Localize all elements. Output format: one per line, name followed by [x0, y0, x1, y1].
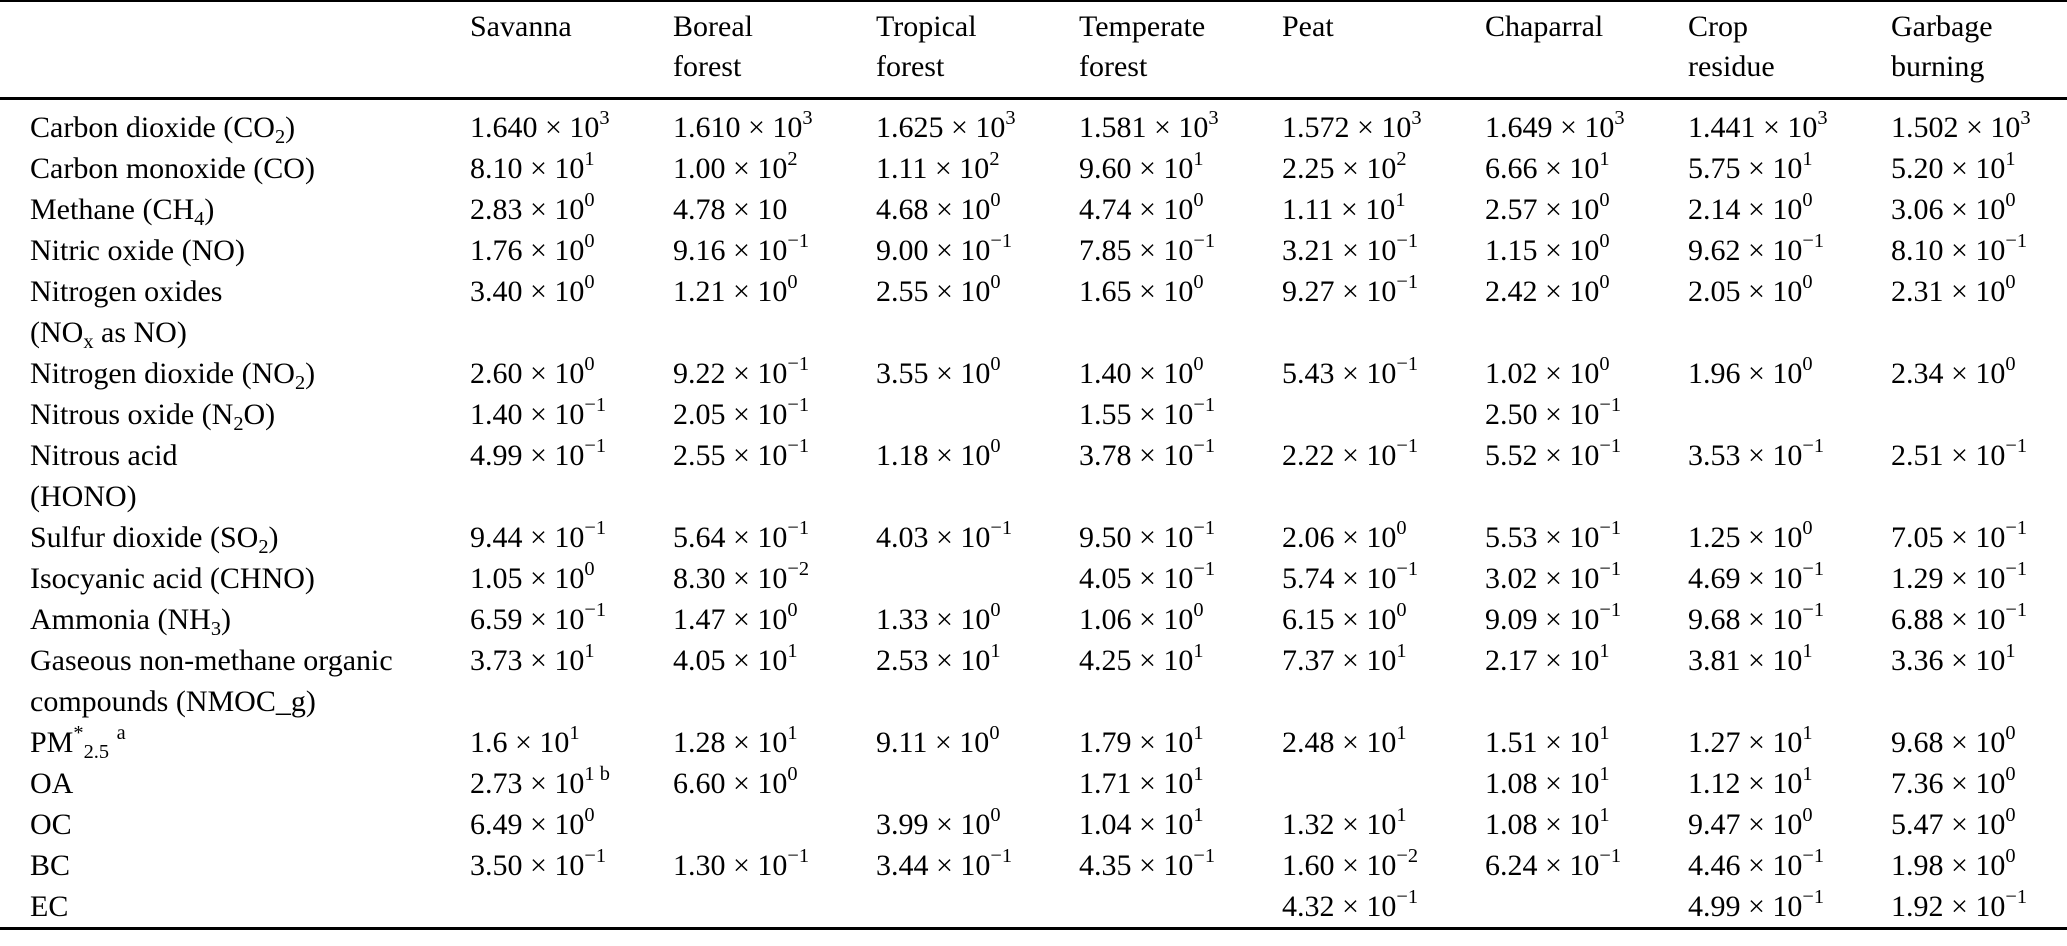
species-label: $PM^*_{2.5}$ $^a$ — [30, 722, 126, 763]
value-cell: 4.78 × 10 — [673, 193, 788, 226]
value-cell: $1.649 \times 10^3$ — [1485, 107, 1625, 144]
value-cell: $1.92 \times 10^{-1}$ — [1891, 886, 2028, 923]
value-cell — [1282, 394, 1485, 435]
value-cell: $1.76 \times 10^0$ — [470, 230, 595, 267]
species-label: Nitrous oxide $(N_2O)$ — [30, 398, 276, 435]
value-cell: $5.52 \times 10^{-1}$ — [1485, 435, 1622, 472]
value-cell: $2.17 \times 10^1$ — [1485, 640, 1610, 677]
table-row — [0, 230, 2067, 271]
value-cell: $2.14 \times 10^0$ — [1688, 189, 1813, 226]
value-cell — [1485, 886, 1688, 929]
value-cell: $1.40 \times 10^{-1}$ — [470, 394, 607, 431]
value-cell: $7.37 \times 10^1$ — [1282, 640, 1407, 677]
value-cell: $1.65 \times 10^0$ — [1079, 271, 1204, 308]
species-label: Carbon dioxide $(CO_2)$ — [30, 111, 296, 148]
value-cell: $1.40 \times 10^0$ — [1079, 353, 1204, 390]
value-cell: $4.74 \times 10^0$ — [1079, 189, 1204, 226]
value-cell: $6.59 \times 10^{-1}$ — [470, 599, 607, 636]
value-cell: $5.43 \times 10^{-1}$ — [1282, 353, 1419, 390]
value-cell — [1282, 763, 1485, 804]
value-cell: $6.24 \times 10^{-1}$ — [1485, 845, 1622, 882]
column-header: Crop residue — [1688, 1, 1891, 99]
value-cell — [1688, 394, 1891, 435]
value-cell: $1.640 \times 10^3$ — [470, 107, 610, 144]
value-cell: $3.36 \times 10^1$ — [1891, 640, 2016, 677]
value-cell: $1.6 \times 10^1$ — [470, 722, 580, 759]
table-row — [0, 435, 2067, 517]
value-cell: $3.44 \times 10^{-1}$ — [876, 845, 1013, 882]
value-cell: $9.09 \times 10^{-1}$ — [1485, 599, 1622, 636]
table-row — [0, 517, 2067, 558]
value-cell: $2.31 \times 10^0$ — [1891, 271, 2016, 308]
value-cell: $5.74 \times 10^{-1}$ — [1282, 558, 1419, 595]
species-label: Nitrogen oxides ($NO_x$ as NO) — [30, 275, 223, 353]
value-cell: $1.29 \times 10^{-1}$ — [1891, 558, 2028, 595]
table-row — [0, 394, 2067, 435]
value-cell: $9.62 \times 10^{-1}$ — [1688, 230, 1825, 267]
value-cell: $1.25 \times 10^0$ — [1688, 517, 1813, 554]
value-cell: $1.55 \times 10^{-1}$ — [1079, 394, 1216, 431]
species-label: OA — [30, 767, 74, 800]
value-cell: $4.25 \times 10^1$ — [1079, 640, 1204, 677]
value-cell: $2.53 \times 10^1$ — [876, 640, 1001, 677]
column-header: Boreal forest — [673, 1, 876, 99]
value-cell: $7.36 \times 10^0$ — [1891, 763, 2016, 800]
value-cell: $2.05 \times 10^0$ — [1688, 271, 1813, 308]
value-cell: $9.47 \times 10^0$ — [1688, 804, 1813, 841]
value-cell: $1.04 \times 10^1$ — [1079, 804, 1204, 841]
table-header — [0, 1, 2067, 99]
table-row — [0, 763, 2067, 804]
value-cell: $1.610 \times 10^3$ — [673, 107, 813, 144]
value-cell: $3.53 \times 10^{-1}$ — [1688, 435, 1825, 472]
species-label: Isocyanic acid (CHNO) — [30, 562, 315, 595]
value-cell: $1.60 \times 10^{-2}$ — [1282, 845, 1419, 882]
column-header: Tropical forest — [876, 1, 1079, 99]
value-cell: $4.68 \times 10^0$ — [876, 189, 1001, 226]
value-cell: $3.99 \times 10^0$ — [876, 804, 1001, 841]
value-cell: $6.15 \times 10^0$ — [1282, 599, 1407, 636]
value-cell: $1.572 \times 10^3$ — [1282, 107, 1422, 144]
value-cell: $3.21 \times 10^{-1}$ — [1282, 230, 1419, 267]
value-cell: $6.66 \times 10^1$ — [1485, 148, 1610, 185]
species-label: BC — [30, 849, 71, 882]
value-cell: $4.03 \times 10^{-1}$ — [876, 517, 1013, 554]
species-label: Methane $(CH_4)$ — [30, 193, 215, 230]
value-cell: $7.05 \times 10^{-1}$ — [1891, 517, 2028, 554]
value-cell: $9.50 \times 10^{-1}$ — [1079, 517, 1216, 554]
value-cell: $3.06 \times 10^0$ — [1891, 189, 2016, 226]
value-cell: $1.08 \times 10^1$ — [1485, 804, 1610, 841]
header-row — [0, 1, 2067, 99]
value-cell: $1.27 \times 10^1$ — [1688, 722, 1813, 759]
value-cell: $8.10 \times 10^1$ — [470, 148, 595, 185]
table-row — [0, 558, 2067, 599]
column-header: Temperate forest — [1079, 1, 1282, 99]
value-cell: $1.08 \times 10^1$ — [1485, 763, 1610, 800]
value-cell: $8.30 \times 10^{-2}$ — [673, 558, 810, 595]
value-cell: $6.49 \times 10^0$ — [470, 804, 595, 841]
value-cell: $4.99 \times 10^{-1}$ — [470, 435, 607, 472]
value-cell: $3.78 \times 10^{-1}$ — [1079, 435, 1216, 472]
species-label: OC — [30, 808, 72, 841]
table-body — [0, 99, 2067, 929]
column-header: Chaparral — [1485, 1, 1688, 99]
value-cell: $1.06 \times 10^0$ — [1079, 599, 1204, 636]
value-cell: $5.20 \times 10^1$ — [1891, 148, 2016, 185]
value-cell: $1.11 \times 10^1$ — [1282, 189, 1406, 226]
value-cell: $8.10 \times 10^{-1}$ — [1891, 230, 2028, 267]
value-cell: $2.42 \times 10^0$ — [1485, 271, 1610, 308]
value-cell: $1.79 \times 10^1$ — [1079, 722, 1204, 759]
value-cell: $1.51 \times 10^1$ — [1485, 722, 1610, 759]
value-cell — [1079, 886, 1282, 929]
value-cell: $4.32 \times 10^{-1}$ — [1282, 886, 1419, 923]
value-cell: $3.73 \times 10^1$ — [470, 640, 595, 677]
value-cell: $9.16 \times 10^{-1}$ — [673, 230, 810, 267]
value-cell: $6.60 \times 10^0$ — [673, 763, 798, 800]
value-cell: $1.47 \times 10^0$ — [673, 599, 798, 636]
value-cell: $5.64 \times 10^{-1}$ — [673, 517, 810, 554]
table-row — [0, 722, 2067, 763]
value-cell: $1.18 \times 10^0$ — [876, 435, 1001, 472]
value-cell: $2.55 \times 10^0$ — [876, 271, 1001, 308]
value-cell: $2.60 \times 10^0$ — [470, 353, 595, 390]
value-cell: $3.81 \times 10^1$ — [1688, 640, 1813, 677]
value-cell: $4.69 \times 10^{-1}$ — [1688, 558, 1825, 595]
species-label: Ammonia $(NH_3)$ — [30, 603, 232, 640]
column-header: Garbage burning — [1891, 1, 2067, 99]
value-cell: $3.50 \times 10^{-1}$ — [470, 845, 607, 882]
value-cell — [876, 886, 1079, 929]
value-cell: $9.11 \times 10^0$ — [876, 722, 1000, 759]
value-cell: $1.05 \times 10^0$ — [470, 558, 595, 595]
value-cell: $9.68 \times 10^{-1}$ — [1688, 599, 1825, 636]
corner-cell — [0, 1, 470, 99]
table-row — [0, 148, 2067, 189]
value-cell: $1.96 \times 10^0$ — [1688, 353, 1813, 390]
species-label: Nitric oxide (NO) — [30, 234, 245, 267]
value-cell: $2.34 \times 10^0$ — [1891, 353, 2016, 390]
value-cell: $3.55 \times 10^0$ — [876, 353, 1001, 390]
value-cell: $1.71 \times 10^1$ — [1079, 763, 1204, 800]
value-cell: $1.12 \times 10^1$ — [1688, 763, 1813, 800]
value-cell: $5.53 \times 10^{-1}$ — [1485, 517, 1622, 554]
value-cell — [470, 886, 673, 929]
value-cell: $6.88 \times 10^{-1}$ — [1891, 599, 2028, 636]
value-cell: $2.55 \times 10^{-1}$ — [673, 435, 810, 472]
value-cell: $2.51 \times 10^{-1}$ — [1891, 435, 2028, 472]
value-cell: $1.502 \times 10^3$ — [1891, 107, 2031, 144]
value-cell: $2.73 \times 10^{1 b}$ — [470, 763, 610, 800]
value-cell: $4.05 \times 10^1$ — [673, 640, 798, 677]
value-cell: $2.22 \times 10^{-1}$ — [1282, 435, 1419, 472]
value-cell: $4.46 \times 10^{-1}$ — [1688, 845, 1825, 882]
value-cell: $9.27 \times 10^{-1}$ — [1282, 271, 1419, 308]
table-row — [0, 271, 2067, 353]
species-label: Sulfur dioxide $(SO_2)$ — [30, 521, 279, 558]
species-label: EC — [30, 890, 69, 923]
value-cell: $1.28 \times 10^1$ — [673, 722, 798, 759]
table-row — [0, 640, 2067, 722]
value-cell: $4.99 \times 10^{-1}$ — [1688, 886, 1825, 923]
column-header: Peat — [1282, 1, 1485, 99]
value-cell — [876, 763, 1079, 804]
value-cell: $1.98 \times 10^0$ — [1891, 845, 2016, 882]
value-cell: $1.30 \times 10^{-1}$ — [673, 845, 810, 882]
value-cell: $1.581 \times 10^3$ — [1079, 107, 1219, 144]
value-cell: $1.32 \times 10^1$ — [1282, 804, 1407, 841]
species-label: Carbon monoxide (CO) — [30, 152, 315, 185]
column-header: Savanna — [470, 1, 673, 99]
value-cell: $1.02 \times 10^0$ — [1485, 353, 1610, 390]
value-cell: $1.33 \times 10^0$ — [876, 599, 1001, 636]
value-cell: $9.60 \times 10^1$ — [1079, 148, 1204, 185]
value-cell: $1.625 \times 10^3$ — [876, 107, 1016, 144]
table-row — [0, 599, 2067, 640]
value-cell: $2.25 \times 10^2$ — [1282, 148, 1407, 185]
value-cell — [673, 804, 876, 845]
value-cell — [876, 558, 1079, 599]
table-row — [0, 189, 2067, 230]
value-cell: $5.75 \times 10^1$ — [1688, 148, 1813, 185]
value-cell: $2.57 \times 10^0$ — [1485, 189, 1610, 226]
value-cell: $3.02 \times 10^{-1}$ — [1485, 558, 1622, 595]
value-cell: $1.441 \times 10^3$ — [1688, 107, 1828, 144]
table-row — [0, 99, 2067, 149]
value-cell: $9.00 \times 10^{-1}$ — [876, 230, 1013, 267]
value-cell — [876, 394, 1079, 435]
value-cell — [673, 886, 876, 929]
species-label: Nitrogen dioxide $(NO_2)$ — [30, 357, 316, 394]
value-cell: $4.05 \times 10^{-1}$ — [1079, 558, 1216, 595]
value-cell: $4.35 \times 10^{-1}$ — [1079, 845, 1216, 882]
value-cell: $9.68 \times 10^0$ — [1891, 722, 2016, 759]
value-cell: $2.06 \times 10^0$ — [1282, 517, 1407, 554]
value-cell: $7.85 \times 10^{-1}$ — [1079, 230, 1216, 267]
value-cell: $2.50 \times 10^{-1}$ — [1485, 394, 1622, 431]
value-cell: $1.21 \times 10^0$ — [673, 271, 798, 308]
species-label: Gaseous non-methane organic compounds (NMOC_g) — [30, 644, 393, 718]
value-cell: $1.15 \times 10^0$ — [1485, 230, 1610, 267]
value-cell: $9.22 \times 10^{-1}$ — [673, 353, 810, 390]
table-row — [0, 845, 2067, 886]
value-cell: $2.48 \times 10^1$ — [1282, 722, 1407, 759]
value-cell: $2.83 \times 10^0$ — [470, 189, 595, 226]
value-cell: $2.05 \times 10^{-1}$ — [673, 394, 810, 431]
table-row — [0, 353, 2067, 394]
value-cell: $9.44 \times 10^{-1}$ — [470, 517, 607, 554]
value-cell — [1891, 394, 2067, 435]
species-label: Nitrous acid (HONO) — [30, 439, 178, 513]
value-cell: $1.11 \times 10^2$ — [876, 148, 1000, 185]
value-cell: $3.40 \times 10^0$ — [470, 271, 595, 308]
value-cell: $5.47 \times 10^0$ — [1891, 804, 2016, 841]
table-row — [0, 804, 2067, 845]
value-cell: $1.00 \times 10^2$ — [673, 148, 798, 185]
table-row — [0, 886, 2067, 929]
